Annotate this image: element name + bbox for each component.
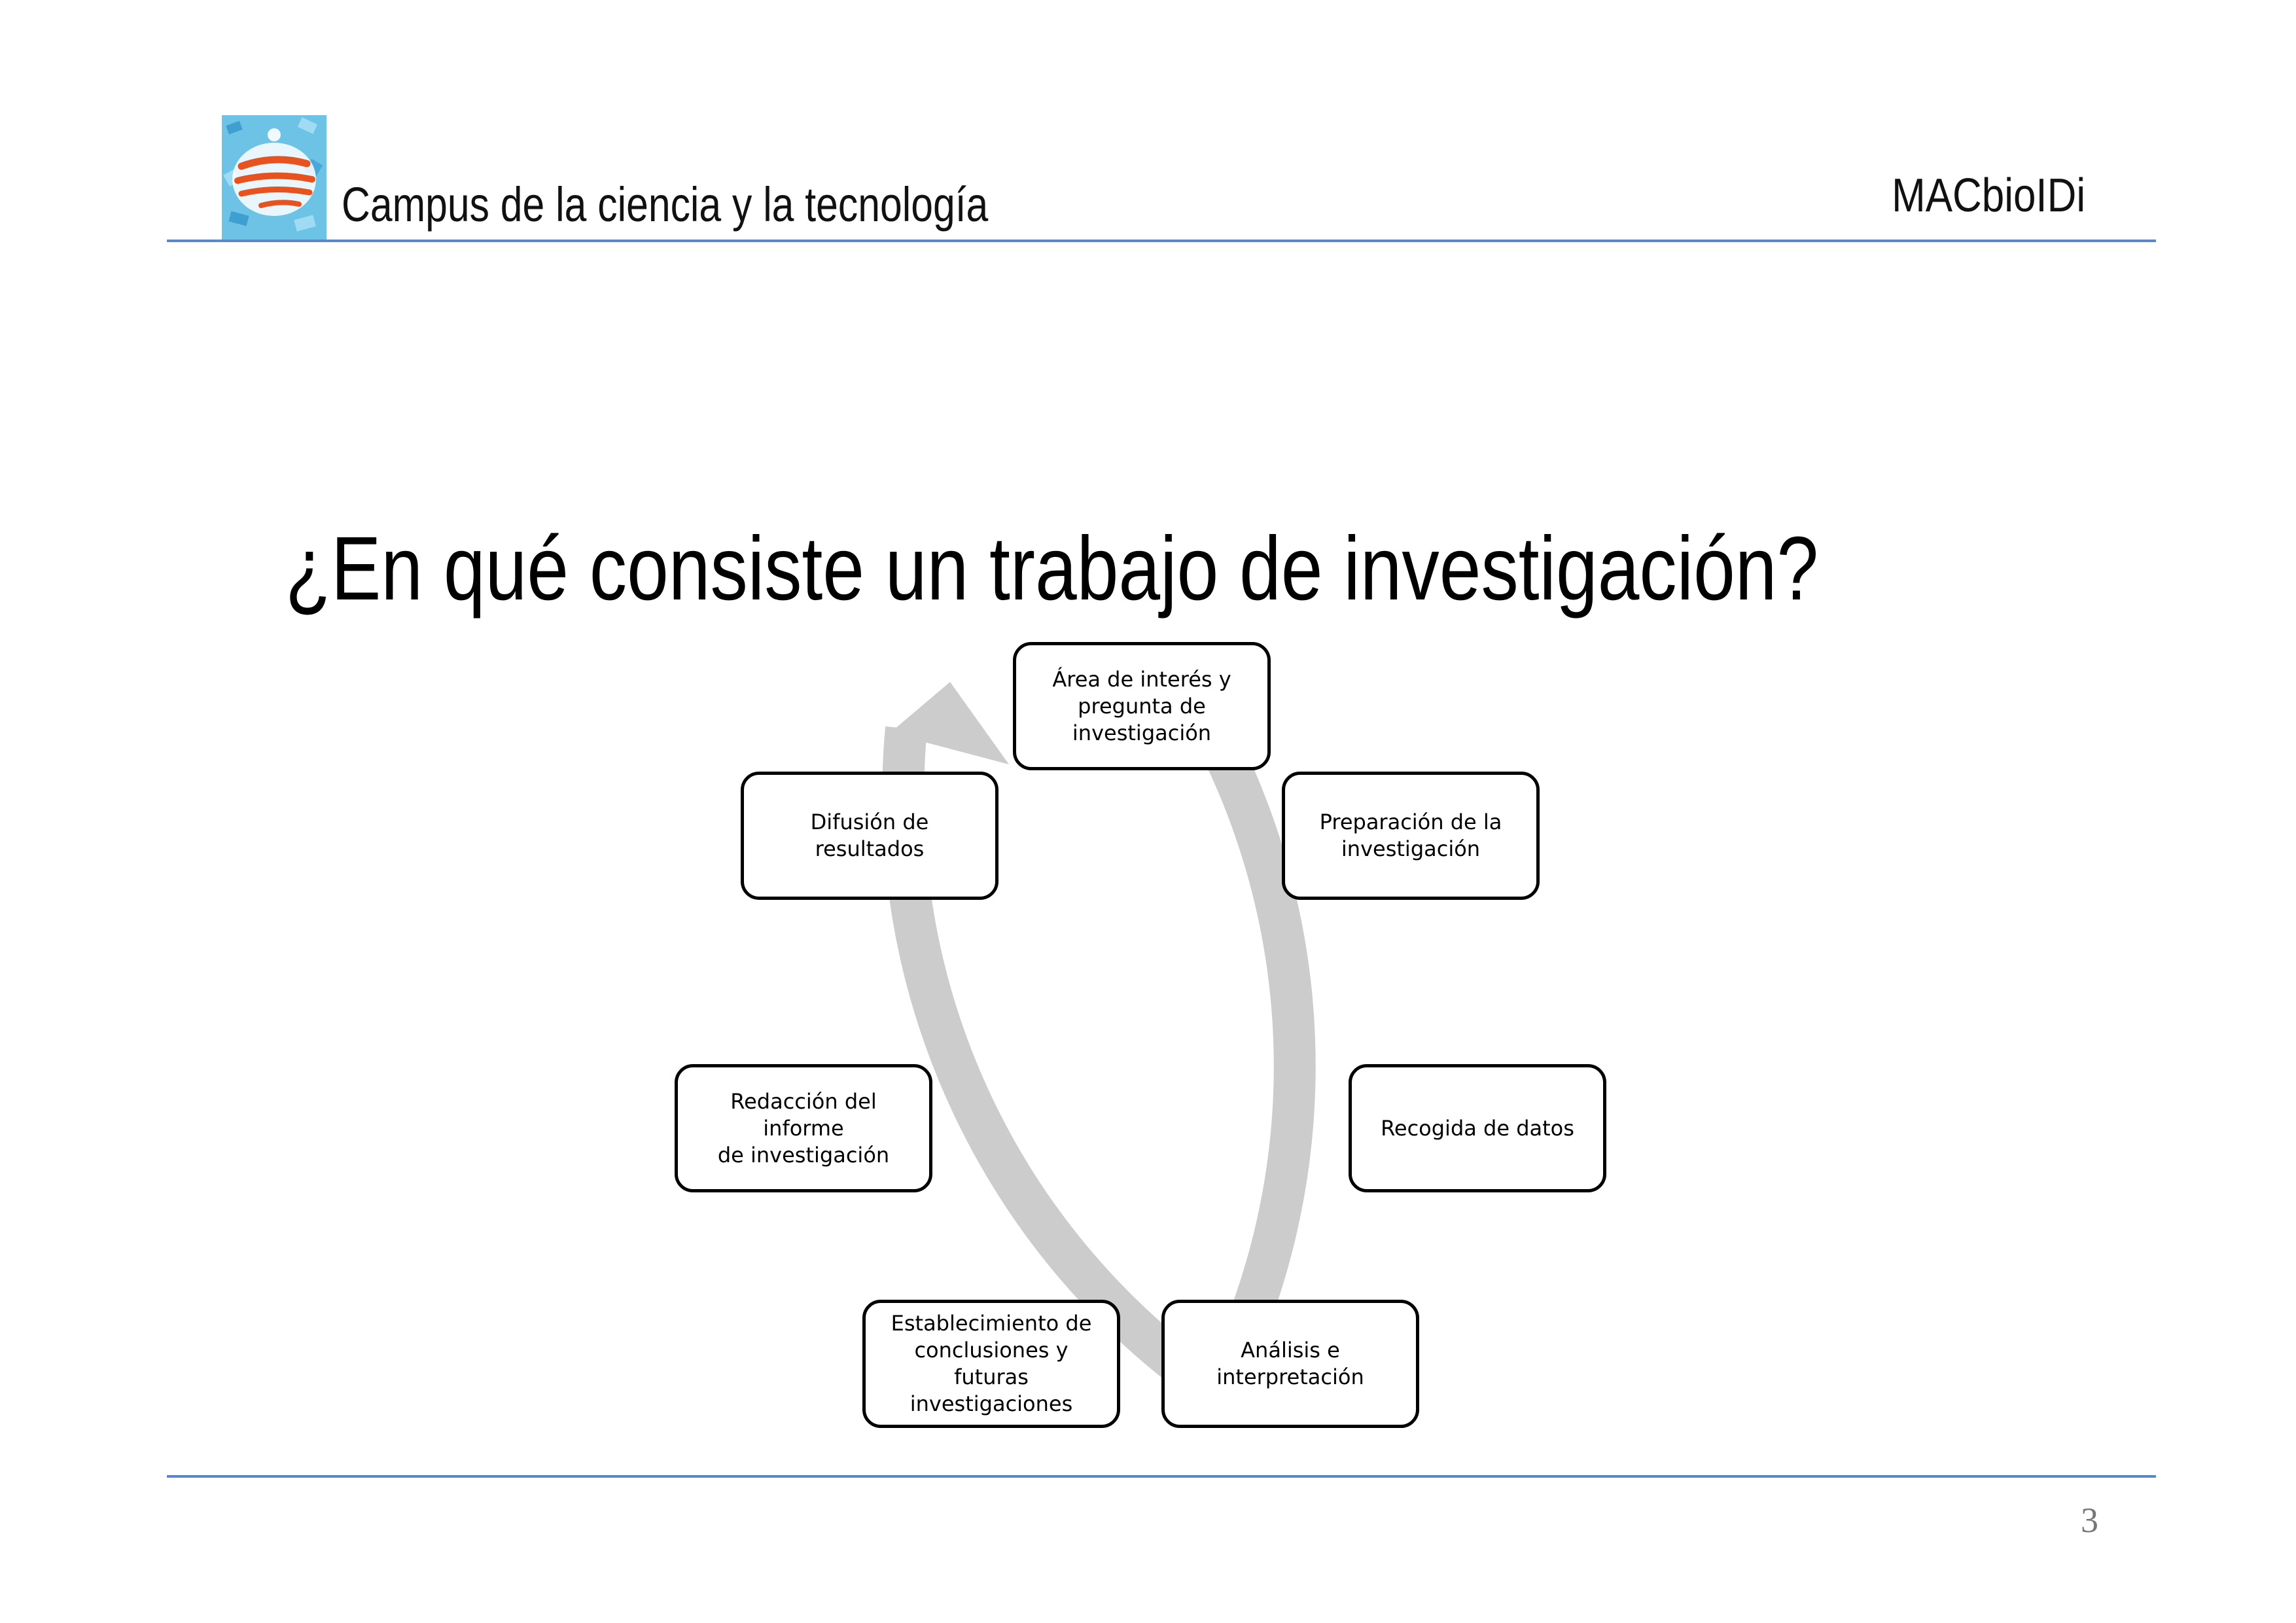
cycle-step-conclusions: Establecimiento de conclusiones y futuras investigaciones: [862, 1300, 1120, 1428]
cycle-step-research-question: Área de interés y pregunta de investigación: [1013, 642, 1271, 770]
footer-divider: [167, 1475, 2156, 1478]
slide-title: ¿En qué consiste un trabajo de investigación?: [285, 518, 1819, 619]
cycle-step-report: Redacción del informe de investigación: [675, 1064, 932, 1192]
page-number: 3: [2081, 1501, 2098, 1540]
cycle-step-dissemination: Difusión de resultados: [741, 772, 998, 900]
project-name: MACbioIDi: [1892, 169, 2085, 222]
org-name: Campus de la ciencia y la tecnología: [342, 177, 989, 232]
cycle-step-data-collection: Recogida de datos: [1349, 1064, 1606, 1192]
cycle-step-analysis: Análisis e interpretación: [1161, 1300, 1419, 1428]
cycle-step-preparation: Preparación de la investigación: [1282, 772, 1540, 900]
